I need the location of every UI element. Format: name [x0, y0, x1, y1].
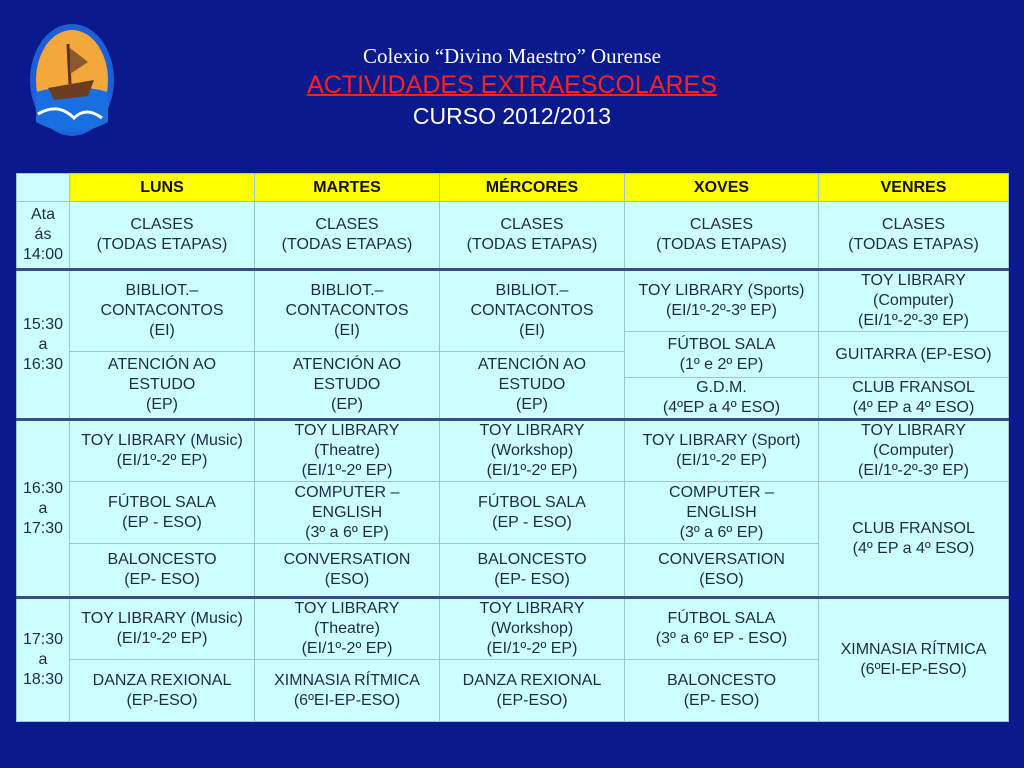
activity-cell: G.D.M. (4ºEP a 4º ESO): [625, 378, 819, 420]
activity-cell: BIBLIOT.– CONTACONTOS (EI): [255, 270, 440, 352]
activity-cell: ATENCIÓN AO ESTUDO (EP): [70, 352, 255, 420]
time-cell: 17:30 a 18:30: [17, 598, 70, 722]
activity-cell: FÚTBOL SALA (EP - ESO): [440, 482, 625, 544]
activity-cell: TOY LIBRARY (Theatre) (EI/1º-2º EP): [255, 420, 440, 482]
day-header: XOVES: [625, 174, 819, 202]
slot-row: [17, 598, 1009, 660]
activity-cell: CLUB FRANSOL (4º EP a 4º ESO): [819, 482, 1009, 598]
day-header-row: [17, 174, 1009, 202]
activity-cell: TOY LIBRARY (Sports) (EI/1º-2º-3º EP): [625, 270, 819, 332]
slot-row: [17, 482, 1009, 544]
time-cell: Ata ás 14:00: [17, 202, 70, 270]
activity-cell: CLASES (TODAS ETAPAS): [255, 202, 440, 270]
school-name: Colexio “Divino Maestro” Ourense: [362, 44, 661, 68]
activity-cell: CLASES (TODAS ETAPAS): [819, 202, 1009, 270]
page-title: ACTIVIDADES EXTRAESCOLARES: [307, 71, 717, 99]
activity-cell: TOY LIBRARY (Theatre) (EI/1º-2º EP): [255, 598, 440, 660]
activity-cell: TOY LIBRARY (Sport) (EI/1º-2º EP): [625, 420, 819, 482]
activity-cell: ATENCIÓN AO ESTUDO (EP): [440, 352, 625, 420]
activity-cell: BIBLIOT.– CONTACONTOS (EI): [440, 270, 625, 352]
activity-cell: TOY LIBRARY (Computer) (EI/1º-2º-3º EP): [819, 270, 1009, 332]
time-cell: 15:30 a 16:30: [17, 270, 70, 420]
activity-cell: BALONCESTO (EP- ESO): [70, 544, 255, 598]
activity-cell: CLASES (TODAS ETAPAS): [440, 202, 625, 270]
activity-cell: CLASES (TODAS ETAPAS): [625, 202, 819, 270]
activity-cell: BIBLIOT.– CONTACONTOS (EI): [70, 270, 255, 352]
activity-cell: BALONCESTO (EP- ESO): [625, 660, 819, 722]
activity-cell: FÚTBOL SALA (EP - ESO): [70, 482, 255, 544]
activity-cell: FÚTBOL SALA (3º a 6º EP - ESO): [625, 598, 819, 660]
corner-cell: [17, 174, 70, 202]
time-cell: 16:30 a 17:30: [17, 420, 70, 598]
day-header: MÉRCORES: [440, 174, 625, 202]
activity-cell: CLASES (TODAS ETAPAS): [70, 202, 255, 270]
slot-row: [17, 270, 1009, 332]
activity-cell: BALONCESTO (EP- ESO): [440, 544, 625, 598]
activity-cell: CONVERSATION (ESO): [625, 544, 819, 598]
slot-row: [17, 420, 1009, 482]
activity-cell: TOY LIBRARY (Workshop) (EI/1º-2º EP): [440, 420, 625, 482]
activity-cell: COMPUTER – ENGLISH (3º a 6º EP): [255, 482, 440, 544]
activity-cell: CONVERSATION (ESO): [255, 544, 440, 598]
schedule-table: [16, 173, 1009, 722]
activity-cell: DANZA REXIONAL (EP-ESO): [70, 660, 255, 722]
activity-cell: ATENCIÓN AO ESTUDO (EP): [255, 352, 440, 420]
day-header: LUNS: [70, 174, 255, 202]
activity-cell: XIMNASIA RÍTMICA (6ºEI-EP-ESO): [255, 660, 440, 722]
activity-cell: CLUB FRANSOL (4º EP a 4º ESO): [819, 378, 1009, 420]
activity-cell: DANZA REXIONAL (EP-ESO): [440, 660, 625, 722]
activity-cell: TOY LIBRARY (Music) (EI/1º-2º EP): [70, 598, 255, 660]
day-header: VENRES: [819, 174, 1009, 202]
day-header: MARTES: [255, 174, 440, 202]
slot-row: [17, 202, 1009, 270]
activity-cell: COMPUTER – ENGLISH (3º a 6º EP): [625, 482, 819, 544]
course-year: CURSO 2012/2013: [412, 103, 612, 129]
activity-cell: GUITARRA (EP-ESO): [819, 332, 1009, 378]
activity-cell: TOY LIBRARY (Computer) (EI/1º-2º-3º EP): [819, 420, 1009, 482]
activity-cell: TOY LIBRARY (Workshop) (EI/1º-2º EP): [440, 598, 625, 660]
activity-cell: FÚTBOL SALA (1º e 2º EP): [625, 332, 819, 378]
activity-cell: XIMNASIA RÍTMICA (6ºEI-EP-ESO): [819, 598, 1009, 722]
activity-cell: TOY LIBRARY (Music) (EI/1º-2º EP): [70, 420, 255, 482]
